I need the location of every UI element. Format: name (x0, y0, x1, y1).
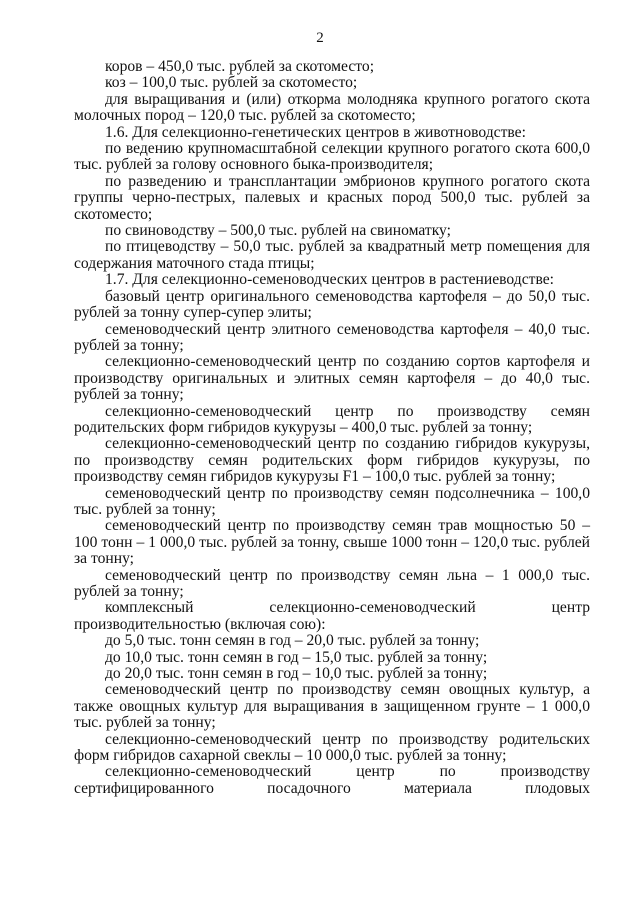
paragraph: коз – 100,0 тыс. рублей за скотоместо; (105, 74, 358, 92)
paragraph: селекционно-семеноводческий центр по производству сертифицированного посадочного материала плодовых (74, 763, 590, 797)
paragraph: селекционно-семеноводческий центр по производству родительских форм гибридов сахарной свеклы – 10 000,0 тыс. рублей за тонну; (74, 730, 590, 765)
paragraph: семеноводческий центр по производству семян трав мощностью 50 – 100 тонн – 1 000,0 тыс. рублей за тонну, свыше 1000 тонн – 120,0 тыс. рублей за тонну; (74, 517, 590, 568)
paragraph: по ведению крупномасштабной селекции крупного рогатого скота 600,0 тыс. рублей за голову основного быка-производителя; (74, 140, 590, 174)
paragraph: семеноводческий центр элитного семеноводства картофеля – 40,0 тыс. рублей за тонну; (74, 320, 590, 354)
page-number: 2 (316, 30, 324, 46)
section-heading: 1.7. Для селекционно-семеноводческих центров в растениеводстве: (105, 271, 554, 289)
paragraph: до 20,0 тыс. тонн семян в год – 10,0 тыс. рублей за тонну; (105, 665, 488, 683)
paragraph: комплексный селекционно-семеноводческий центр производительностью (включая сою): (74, 599, 590, 633)
paragraph: по разведению и трансплантации эмбрионов крупного рогатого скота группы черно-пестрых, палевых и красных пород 500,0 тыс. рублей за скотоместо; (74, 172, 590, 223)
paragraph: до 10,0 тыс. тонн семян в год – 15,0 тыс. рублей за тонну; (105, 648, 488, 666)
paragraph: коров – 450,0 тыс. рублей за скотоместо; (105, 58, 375, 75)
paragraph: селекционно-семеноводческий центр по созданию сортов картофеля и производству оригинальных и элитных семян картофеля – до 40,0 тыс. рублей за тонну; (74, 353, 590, 404)
paragraph: семеноводческий центр по производству семян овощных культур, а также овощных культур для выращивания в защищенном грунте – 1 000,0 тыс. рублей за тонну; (74, 681, 590, 732)
document-body (74, 59, 590, 797)
paragraph: селекционно-семеноводческий центр по созданию гибридов кукурузы, по производству семян родительских форм гибридов кукурузы, по производству семян гибридов кукурузы F1 – 100,0 тыс. рублей за тонну; (74, 435, 590, 486)
paragraph: по птицеводству – 50,0 тыс. рублей за квадратный метр помещения для содержания маточного стада птицы; (74, 238, 590, 272)
paragraph: базовый центр оригинального семеноводства картофеля – до 50,0 тыс. рублей за тонну супер-супер элиты; (74, 287, 590, 322)
paragraph: семеноводческий центр по производству семян подсолнечника – 100,0 тыс. рублей за тонну; (74, 484, 590, 518)
paragraph: семеноводческий центр по производству семян льна – 1 000,0 тыс. рублей за тонну; (74, 566, 590, 600)
paragraph: для выращивания и (или) откорма молодняка крупного рогатого скота молочных пород – 120,0 тыс. рублей за скотоместо; (74, 90, 590, 125)
paragraph: селекционно-семеноводческий центр по производству семян родительских форм гибридов кукурузы – 400,0 тыс. рублей за тонну; (74, 402, 590, 436)
paragraph: по свиноводству – 500,0 тыс. рублей на свиноматку; (105, 222, 451, 240)
paragraph: до 5,0 тыс. тонн семян в год – 20,0 тыс. рублей за тонну; (105, 632, 480, 650)
section-heading: 1.6. Для селекционно-генетических центров в животноводстве: (105, 123, 526, 141)
